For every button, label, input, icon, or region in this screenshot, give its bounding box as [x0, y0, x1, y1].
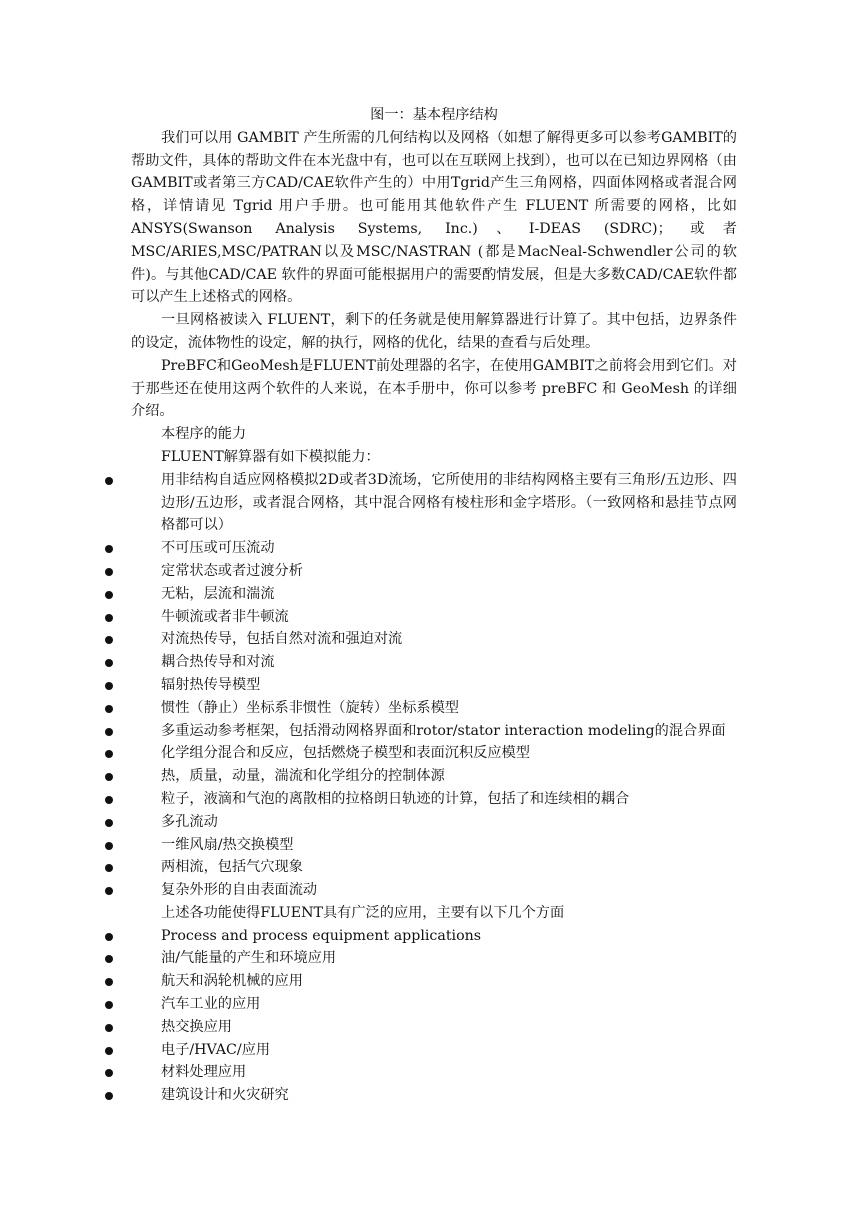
document-page — [131, 104, 737, 1107]
list-item-text: Process and process equipment applications — [161, 927, 482, 944]
list-item — [131, 674, 737, 697]
list-item — [131, 993, 737, 1016]
list-item-text: 惯性（静止）坐标系非惯性（旋转）坐标系模型 — [161, 699, 459, 716]
list-item-text: 材料处理应用 — [161, 1064, 247, 1081]
paragraph-prebfc: PreBFC和GeoMesh是FLUENT前处理器的名字，在使用GAMBIT之前将会用到它们。对于那些还在使用这两个软件的人来说，在本手册中，你可以参考 preBFC 和 GeoMesh 的详细介绍。 — [131, 357, 737, 420]
list-item — [131, 925, 737, 948]
paragraph-solver: 一旦网格被读入 FLUENT，剩下的任务就是使用解算器进行计算了。其中包括，边界条件的设定，流体物性的设定，解的执行，网格的优化，结果的查看与后处理。 — [131, 312, 737, 351]
capabilities-intro: FLUENT解算器有如下模拟能力： — [161, 448, 380, 465]
list-item — [131, 765, 737, 788]
bullet-icon — [105, 796, 113, 804]
list-item — [131, 469, 737, 537]
bullet-icon — [105, 477, 113, 485]
list-item-text: 耦合热传导和对流 — [161, 654, 275, 671]
list-item-text: 无粘，层流和湍流 — [161, 585, 275, 602]
list-item — [131, 742, 737, 765]
list-item — [131, 1084, 737, 1107]
list-item — [131, 628, 737, 651]
bullet-icon — [105, 1001, 113, 1009]
bullet-icon — [105, 1047, 113, 1055]
list-item — [131, 1061, 737, 1084]
list-item — [131, 1039, 737, 1062]
bullet-icon — [105, 659, 113, 667]
bullet-icon — [105, 1092, 113, 1100]
list-item-text: 定常状态或者过渡分析 — [161, 562, 303, 579]
list-item-text: 不可压或可压流动 — [161, 540, 275, 557]
section-heading: 本程序的能力 — [161, 426, 247, 443]
bullet-icon — [105, 728, 113, 736]
list-item — [131, 583, 737, 606]
bullet-icon — [105, 545, 113, 553]
list-item — [131, 834, 737, 857]
bullet-icon — [105, 842, 113, 850]
list-item-text: 对流热传导，包括自然对流和强迫对流 — [161, 631, 403, 648]
list-item — [131, 788, 737, 811]
list-item-text: 热交换应用 — [161, 1018, 232, 1035]
list-item — [131, 537, 737, 560]
list-item — [131, 651, 737, 674]
applications-list — [131, 925, 737, 1107]
bullet-icon — [105, 819, 113, 827]
list-item-text: 牛顿流或者非牛顿流 — [161, 608, 289, 625]
bullet-icon — [105, 887, 113, 895]
bullet-icon — [105, 978, 113, 986]
bullet-icon — [105, 591, 113, 599]
list-item-text: 用非结构自适应网格模拟2D或者3D流场，它所使用的非结构网格主要有三角形/五边形、四边形/五边形，或者混合网格，其中混合网格有棱柱形和金字塔形。（一致网格和悬挂节点网格都可以） — [161, 471, 737, 534]
list-item — [131, 879, 737, 902]
list-item-text: 粒子，液滴和气泡的离散相的拉格朗日轨迹的计算，包括了和连续相的耦合 — [161, 790, 630, 807]
bullet-icon — [105, 682, 113, 690]
bullet-icon — [105, 705, 113, 713]
applications-intro: 上述各功能使得FLUENT具有广泛的应用，主要有以下几个方面 — [161, 904, 565, 921]
capabilities-list — [131, 469, 737, 902]
list-item-text: 电子/HVAC/应用 — [161, 1041, 271, 1058]
list-item-text: 复杂外形的自由表面流动 — [161, 882, 318, 899]
list-item — [131, 1016, 737, 1039]
list-item — [131, 856, 737, 879]
bullet-icon — [105, 1024, 113, 1032]
bullet-icon — [105, 864, 113, 872]
bullet-icon — [105, 614, 113, 622]
list-item-text: 热，质量，动量，湍流和化学组分的控制体源 — [161, 768, 445, 785]
list-item-text: 油/气能量的产生和环境应用 — [161, 950, 337, 967]
paragraph-gambit: 我们可以用 GAMBIT 产生所需的几何结构以及网格（如想了解得更多可以参考GAMBIT的帮助文件，具体的帮助文件在本光盘中有，也可以在互联网上找到），也可以在已知边界网格（由GAMBIT或者第三方CAD/CAE软件产生的）中用Tgrid产生三角网格，四面体网格或者混合网格，详情请见 Tgrid 用户手册。也可能用其他软件产生 FLUENT 所需要的网格，比如 ANSYS(Swanson Analysis Systems, Inc.)、I-DEAS (SDRC)；或者MSC/ARIES,MSC/PATRAN以及MSC/NASTRAN (都是MacNeal-Schwendler公司的软件)。与其他CAD/CAE 软件的界面可能根据用户的需要酌情发展，但是大多数CAD/CAE软件都可以产生上述格式的网格。 — [131, 129, 737, 306]
list-item — [131, 811, 737, 834]
bullet-icon — [105, 636, 113, 644]
list-item-text: 化学组分混合和反应，包括燃烧子模型和表面沉积反应模型 — [161, 745, 530, 762]
bullet-icon — [105, 955, 113, 963]
list-item-text: 多重运动参考框架，包括滑动网格界面和rotor/stator interaction modeling的混合界面 — [161, 722, 726, 739]
list-item-text: 汽车工业的应用 — [161, 996, 261, 1013]
figure-caption: 图一：基本程序结构 — [370, 107, 498, 123]
list-item-text: 辐射热传导模型 — [161, 676, 261, 693]
list-item — [131, 947, 737, 970]
list-item — [131, 560, 737, 583]
bullet-icon — [105, 773, 113, 781]
bullet-icon — [105, 1069, 113, 1077]
list-item-text: 建筑设计和火灾研究 — [161, 1087, 289, 1104]
bullet-icon — [105, 568, 113, 576]
list-item — [131, 720, 737, 743]
list-item-text: 航天和涡轮机械的应用 — [161, 973, 303, 990]
bullet-icon — [105, 933, 113, 941]
list-item — [131, 606, 737, 629]
bullet-icon — [105, 750, 113, 758]
list-item — [131, 697, 737, 720]
list-item — [131, 970, 737, 993]
list-item-text: 一维风扇/热交换模型 — [161, 836, 294, 853]
list-item-text: 多孔流动 — [161, 813, 218, 830]
list-item-text: 两相流，包括气穴现象 — [161, 859, 303, 876]
